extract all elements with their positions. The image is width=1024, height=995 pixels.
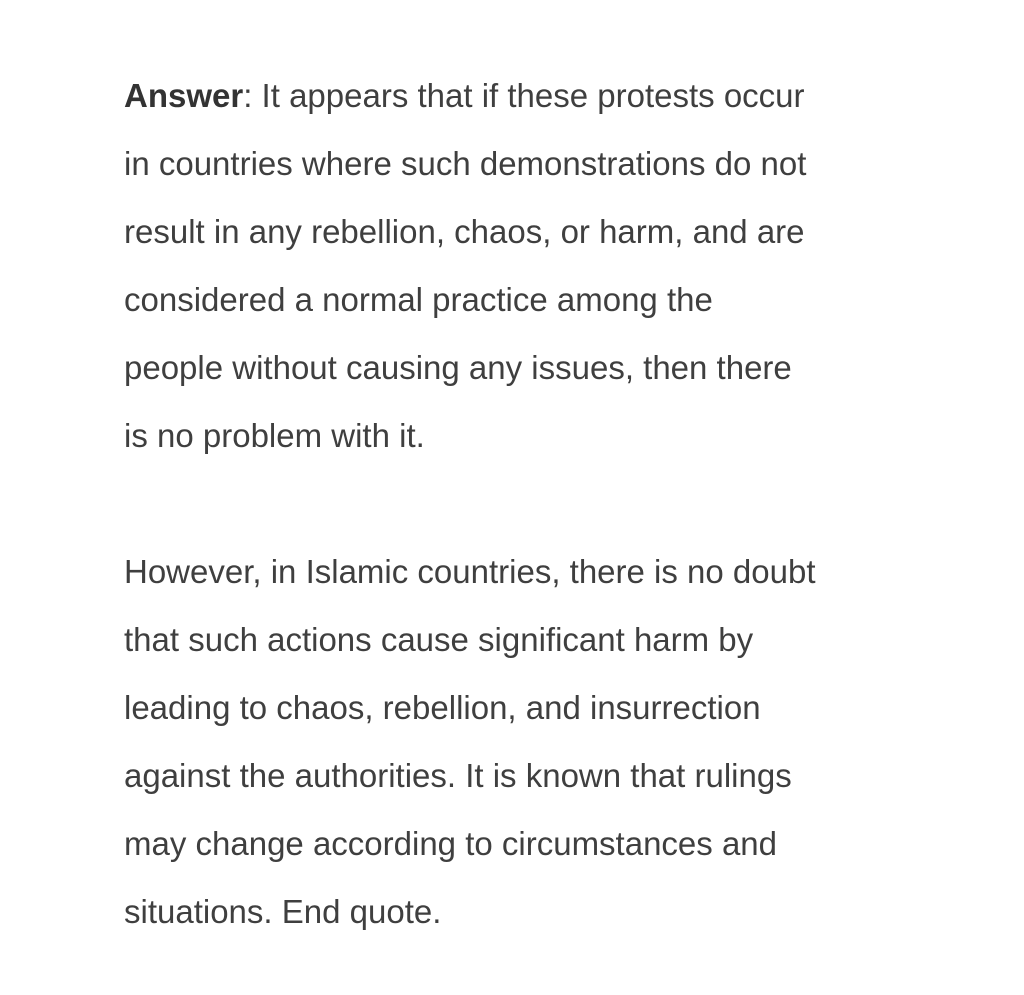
text-line: against the authorities. It is known that rulings: [124, 757, 792, 794]
answer-paragraph: [124, 62, 924, 470]
text-line: [124, 62, 924, 130]
text-line: However, in Islamic countries, there is no doubt: [124, 553, 816, 590]
text-line: is no problem with it.: [124, 417, 425, 454]
answer-label: Answer: [124, 77, 244, 114]
text-line: situations. End quote.: [124, 893, 442, 930]
text-line: may change according to circumstances and: [124, 825, 778, 862]
text-line: that such actions cause significant harm by: [124, 621, 754, 658]
followup-paragraph: [124, 538, 924, 946]
article-content: [124, 62, 924, 946]
text-line-content: It appears that if these protests occur: [252, 77, 805, 114]
text-line: people without causing any issues, then there: [124, 349, 792, 386]
text-line: considered a normal practice among the: [124, 281, 713, 318]
answer-label-colon: :: [243, 77, 253, 114]
text-line: result in any rebellion, chaos, or harm, and are: [124, 213, 805, 250]
text-line: in countries where such demonstrations do not: [124, 145, 807, 182]
text-line: leading to chaos, rebellion, and insurrection: [124, 689, 761, 726]
